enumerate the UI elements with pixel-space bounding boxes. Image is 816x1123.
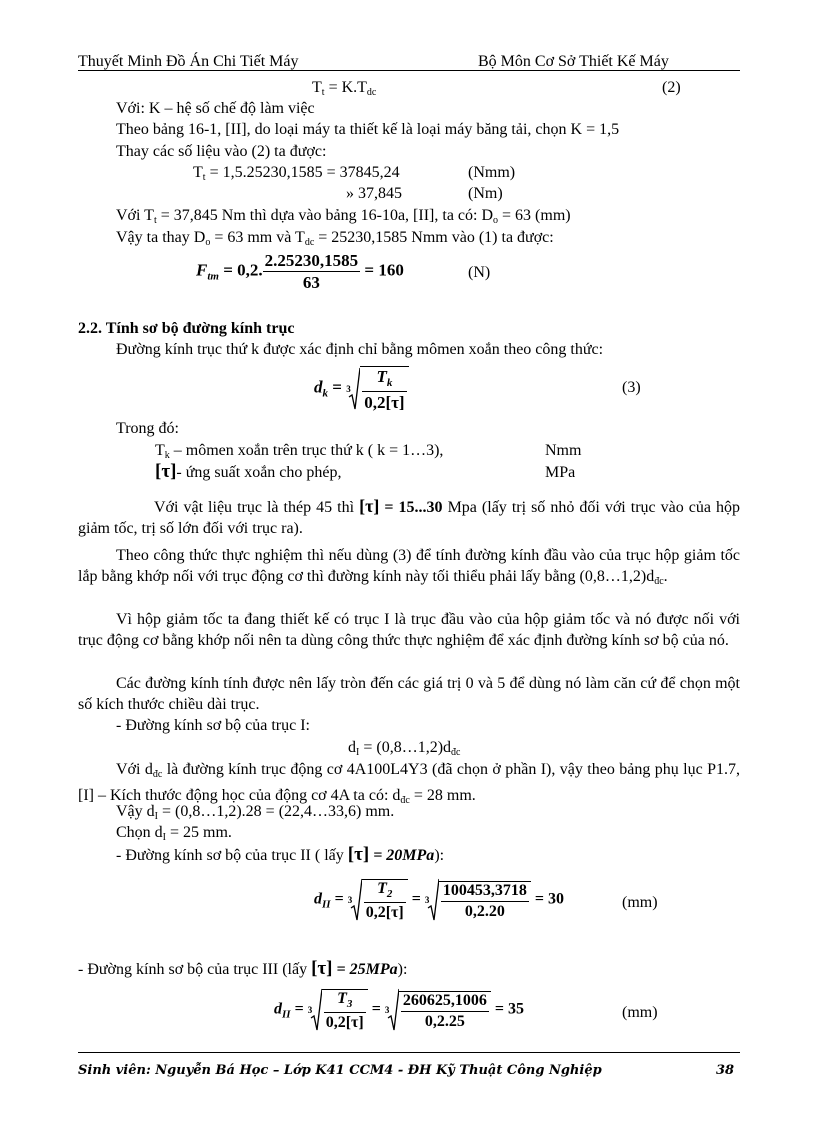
- footer-text: Sinh viên: Nguyễn Bá Học – Lớp K41 CCM4 - ĐH Kỹ Thuật Công Nghiệp: [78, 1063, 602, 1078]
- equation-d-II: $d_{II}$ = 3 $\frac{T_2}{0,2[\tau]}$ = 3 $\frac{100453,3718}{0,2.20}$ = 30: [314, 880, 564, 921]
- text-line: - Đường kính sơ bộ của trục II ( lấy [τ] = 20MPa):: [116, 844, 445, 865]
- equation-2-number: (2): [662, 79, 681, 96]
- formula-line: $d_I$ = $(0,8\dots 1,2)d_{đc}$: [348, 739, 461, 758]
- paragraph: Vì hộp giảm tốc ta đang thiết kế có trục I là trục đầu vào của hộp giảm tốc và nó được nối với trục động cơ bằng khớp nối nên ta dùng công thức thực nghiệm để xác định đường kính sơ bộ của nó.: [78, 611, 740, 649]
- header-right: Bộ Môn Cơ Sở Thiết Kế Máy: [478, 53, 669, 70]
- cube-root-sign: 3: [346, 367, 360, 411]
- header-left: Thuyết Minh Đồ Án Chi Tiết Máy: [78, 53, 299, 70]
- unit-label: (mm): [622, 1004, 658, 1021]
- equation-3-number: (3): [622, 379, 641, 396]
- paragraph: Với vật liệu trục là thép 45 thì [τ] = 15...30 Mpa (lấy trị số nhỏ đối với trục vào của hộp giảm tốc, trị số lớn đối với trục ra).: [78, 496, 741, 537]
- equation-ftm: $F_{tm} = 0,2$. $\frac{2.25230,1585}{63}$ = 160: [196, 251, 404, 292]
- text-line: Đường kính trục thứ k được xác định chỉ bằng mômen xoắn theo công thức:: [116, 341, 604, 358]
- paragraph: Theo công thức thực nghiệm thì nếu dùng (3) để tính đường kính đầu vào của trục hộp giảm tốc lắp bằng khớp nối với trục động cơ thì đường kính này tối thiểu phải lấy bằng $(0,8\dots 1,2)d_{đc}$.: [78, 547, 740, 587]
- text-line: $T_k$ – mômen xoắn trên trục thứ k ( k = 1…3),: [155, 442, 444, 461]
- text-line: - Đường kính sơ bộ của trục I:: [116, 717, 310, 734]
- cube-root-sign: 3: [308, 988, 322, 1032]
- unit-label: MPa: [545, 464, 576, 481]
- equation-2: $T_t = K.T_{dc}$: [312, 79, 377, 98]
- unit-label: (mm): [622, 894, 658, 911]
- unit-label: (Nmm): [468, 164, 516, 181]
- cube-root-sign: 3: [425, 878, 439, 922]
- text-line: Với $T_t = 37,845$ Nm thì dựa vào bảng 16-10a, [II], ta có: $D_o = 63$ (mm): [116, 207, 571, 226]
- paragraph: Các đường kính tính được nên lấy tròn đến các giá trị 0 và 5 để dùng nó làm căn cứ để chọn một số kích thước chiều dài trục.: [78, 675, 740, 713]
- text-line: Chọn $d_I = 25$ mm.: [116, 824, 232, 843]
- page-number: 38: [716, 1063, 735, 1078]
- text-line: [τ]- ứng suất xoắn cho phép,: [155, 461, 342, 482]
- unit-label: Nmm: [545, 442, 582, 459]
- cube-root-sign: 3: [348, 878, 362, 922]
- text-line: Vậy $d_I$ = (0,8…1,2).28 = (22,4…33,6) mm.: [116, 803, 395, 822]
- unit-label: (Nm): [468, 185, 503, 202]
- text-line: » 37,845: [346, 185, 402, 202]
- equation-3: $d_k$ = 3 $\frac{T_k}{0,2[\tau]}$: [314, 366, 409, 411]
- paragraph: Với $d_{đc}$ là đường kính trục động cơ 4A100L4Y3 (đã chọn ở phần I), vậy theo bảng phụ lục P1.7, [I] – Kích thước động học của động cơ 4A ta có: $d_{đc} = 28$ mm.: [78, 761, 741, 806]
- equation-d-III: $d_{II}$ = 3 $\frac{T_3}{0,2[\tau]}$ = 3 $\frac{260625,1006}{0,2.25}$ = 35: [274, 990, 524, 1031]
- text-line: $T_t = 1,5.25230,1585 = 37845,24$: [193, 164, 400, 183]
- text-line: Trong đó:: [116, 420, 179, 437]
- header-rule: [78, 70, 740, 71]
- footer-rule: [78, 1052, 740, 1053]
- text-line: Vậy ta thay $D_o = 63$ mm và $T_{dc} = 25230,1585$ Nmm vào (1) ta được:: [116, 229, 554, 248]
- text-line: Theo bảng 16-1, [II], do loại máy ta thiết kế là loại máy băng tải, chọn K = 1,5: [116, 121, 620, 138]
- unit-label: (N): [468, 264, 491, 281]
- text-line: - Đường kính sơ bộ của trục III (lấy [τ] = 25MPa):: [78, 958, 408, 979]
- section-title: 2.2. Tính sơ bộ đường kính trục: [78, 320, 295, 337]
- cube-root-sign: 3: [385, 988, 399, 1032]
- text-line: Với: K – hệ số chế độ làm việc: [116, 100, 315, 117]
- text-line: Thay các số liệu vào (2) ta được:: [116, 143, 327, 160]
